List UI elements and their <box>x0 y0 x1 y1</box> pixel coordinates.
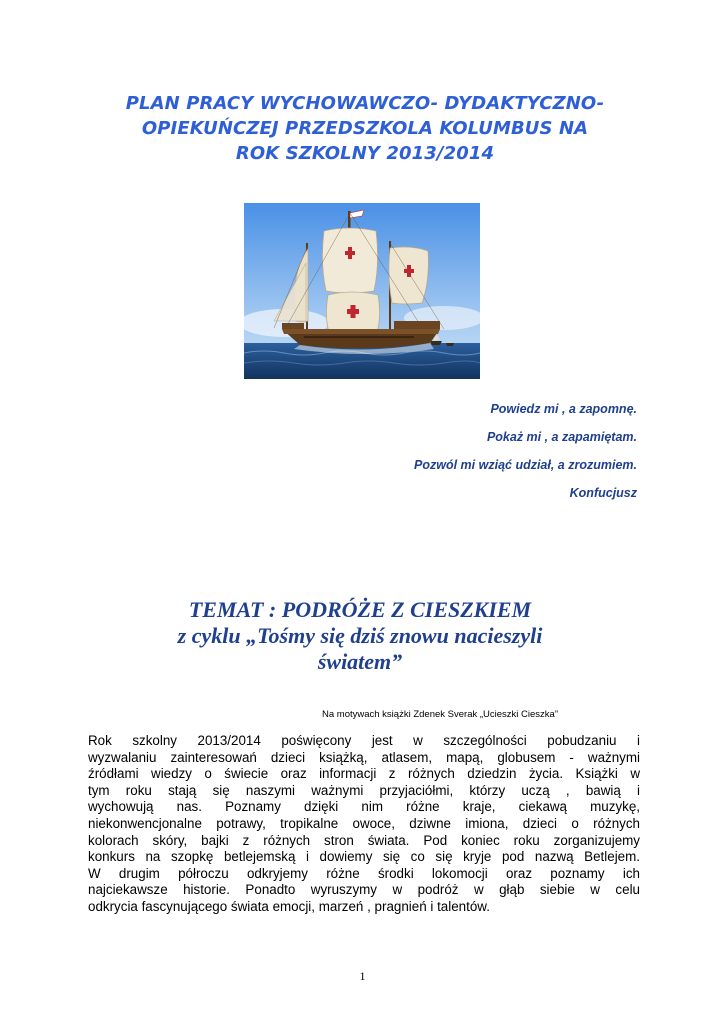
quote-line-1: Powiedz mi , a zapomnę. <box>490 402 637 416</box>
theme-line-3: światem” <box>317 649 403 674</box>
body-line: tym roku stają się naszymi ważnymi przyjaciółmi, którzy uczą , bawią i <box>88 782 640 798</box>
body-line: niekonwencjonalne potrawy, tropikalne owoce, dziwne imiona, dzieci o różnych <box>88 815 640 831</box>
title-line-1: PLAN PRACY WYCHOWAWCZO- DYDAKTYCZNO- <box>125 93 605 114</box>
body-line: odkrycia fascynującego świata emocji, marzeń , pragnień i talentów. <box>88 898 490 914</box>
title-line-3: ROK SZKOLNY 2013/2014 <box>235 143 495 164</box>
theme-line-2: z cyklu „Tośmy się dziś znowu nacieszyli <box>177 623 543 648</box>
quote-line-3: Pozwól mi wziąć udział, a zrozumiem. <box>414 458 637 472</box>
body-paragraph <box>88 733 640 916</box>
page-number: 1 <box>359 969 366 983</box>
quote-author: Konfucjusz <box>569 486 637 500</box>
body-line: najciekawsze historie. Ponadto wyruszymy w podróż w głąb siebie w celu <box>88 882 640 898</box>
quote-line-2: Pokaż mi , a zapamiętam. <box>486 430 637 444</box>
theme-line-1: TEMAT : PODRÓŻE Z CIESZKIEM <box>188 597 532 622</box>
body-line: Rok szkolny 2013/2014 poświęcony jest w szczególności pobudzaniu i <box>88 733 640 748</box>
body-line: źródłami wiedzy o świecie oraz informacji z różnych dziedzin życia. Książki w <box>88 766 640 782</box>
body-line: kolorach skóry, bajki z różnych stron świata. Pod koniec roku zorganizujemy <box>88 832 640 848</box>
body-line: wyzwalaniu zainteresowań dzieci książką, atlasem, mapą, globusem - ważnymi <box>88 749 640 765</box>
body-line: wychowują nas. Poznamy dzięki nim różne kraje, ciekawą muzykę, <box>88 799 640 815</box>
source-note: Na motywach książki Zdenek Sverak „Ucieszki Cieszka” <box>322 709 558 720</box>
sailing-ship-illustration <box>244 203 480 379</box>
body-line: konkurs na szopkę betlejemską i dowiemy się co się kryje pod nazwą Betlejem. <box>88 849 640 865</box>
document-title <box>80 91 650 166</box>
body-line: W drugim półroczu odkryjemy różne środki lokomocji oraz poznamy ich <box>88 865 640 881</box>
title-line-2: OPIEKUŃCZEJ PRZEDSZKOLA KOLUMBUS NA <box>141 118 589 139</box>
